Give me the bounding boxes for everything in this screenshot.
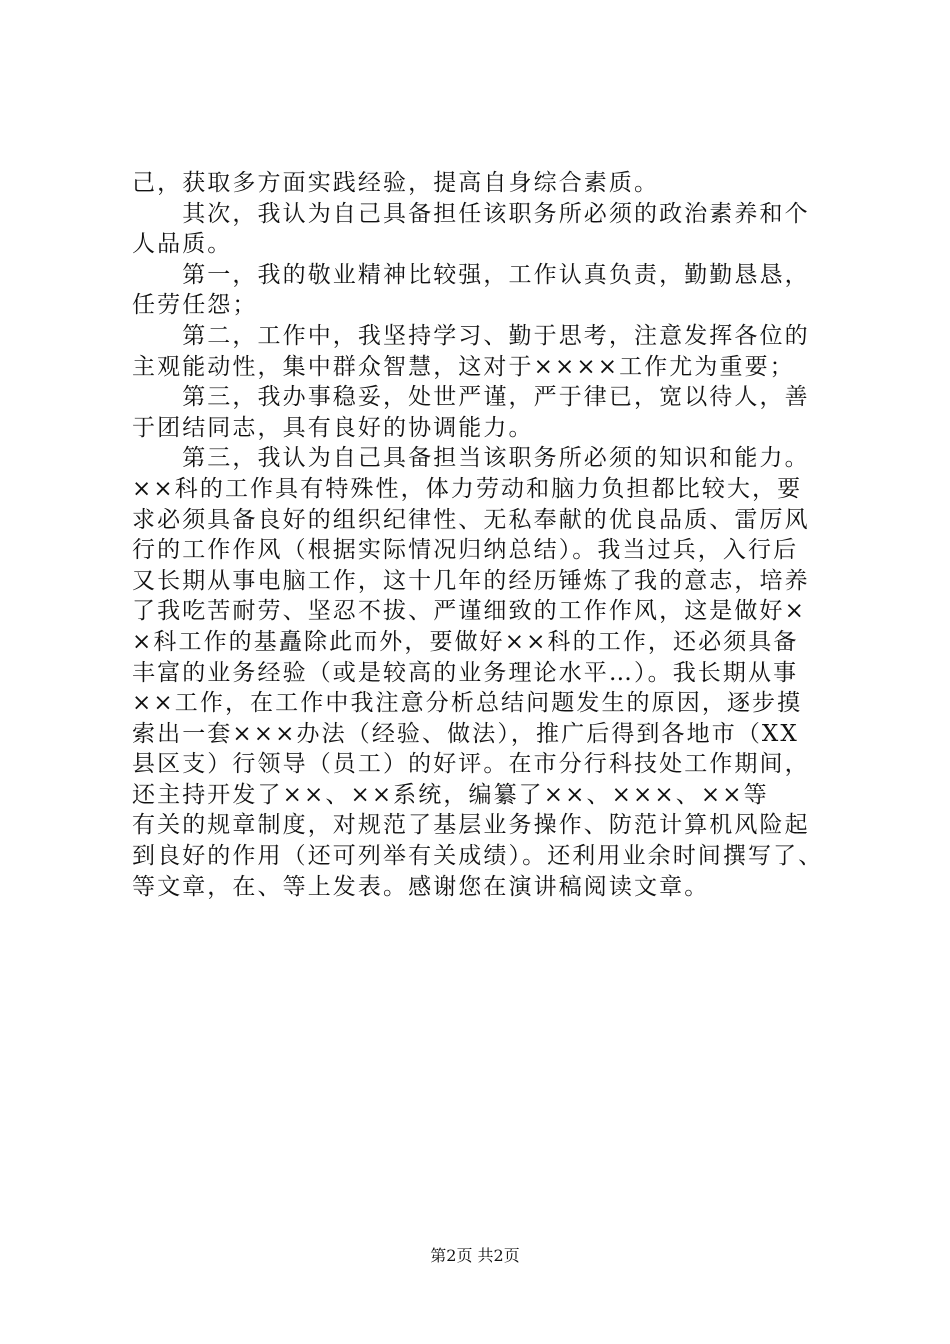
text-line: 丰富的业务经验（或是较高的业务理论水平…）。我长期从事 — [132, 659, 799, 686]
page-number-footer: 第2页 共2页 — [430, 1246, 520, 1265]
document-body — [132, 168, 832, 902]
text-line: 任劳任怨； — [132, 292, 258, 319]
text-line: 第三，我办事稳妥，处世严谨，严于律已，宽以待人，善 — [132, 384, 810, 411]
text-line: 县区支）行领导（员工）的好评。在市分行科技处工作期间， — [132, 751, 810, 778]
text-line: 人品质。 — [132, 231, 233, 258]
text-line: 还主持开发了××、××系统，编纂了××、×××、××等 — [132, 781, 769, 808]
text-line: 第一，我的敬业精神比较强，工作认真负责，勤勤恳恳， — [132, 261, 810, 288]
text-line: 有关的规章制度，对规范了基层业务操作、防范计算机风险起 — [132, 812, 810, 839]
text-line: 其次，我认为自己具备担任该职务所必须的政治素养和个 — [132, 200, 810, 227]
text-line: ×科工作的基矗除此而外，要做好××科的工作，还必须具备 — [132, 628, 799, 655]
text-line: 主观能动性，集中群众智慧，这对于××××工作尤为重要； — [132, 353, 795, 380]
text-line: ××工作，在工作中我注意分析总结问题发生的原因，逐步摸 — [132, 690, 803, 717]
text-line: 第二，工作中，我坚持学习、勤于思考，注意发挥各位的 — [132, 322, 810, 349]
text-line: 于团结同志，具有良好的协调能力。 — [132, 414, 534, 441]
text-line: 了我吃苦耐劳、坚忍不拔、严谨细致的工作作风，这是做好× — [132, 598, 806, 625]
text-line: 己，获取多方面实践经验，提高自身综合素质。 — [132, 170, 660, 196]
text-line: 到良好的作用（还可列举有关成绩）。还利用业余时间撰写了、 — [132, 843, 824, 870]
text-line: 行的工作作风（根据实际情况归纳总结）。我当过兵，入行后 — [132, 537, 799, 564]
text-line: 求必须具备良好的组织纪律性、无私奉献的优良品质、雷厉风 — [132, 506, 810, 533]
text-line: 等文章，在、等上发表。感谢您在演讲稿阅读文章。 — [132, 873, 710, 900]
text-line: ××科的工作具有特殊性，体力劳动和脑力负担都比较大，要 — [132, 475, 803, 502]
text-line: 又长期从事电脑工作，这十几年的经历锤炼了我的意志，培养 — [132, 567, 810, 594]
text-line: 索出一套×××办法（经验、做法），推广后得到各地市（XX — [132, 720, 799, 747]
text-line: 第三，我认为自己具备担当该职务所必须的知识和能力。 — [132, 445, 810, 472]
